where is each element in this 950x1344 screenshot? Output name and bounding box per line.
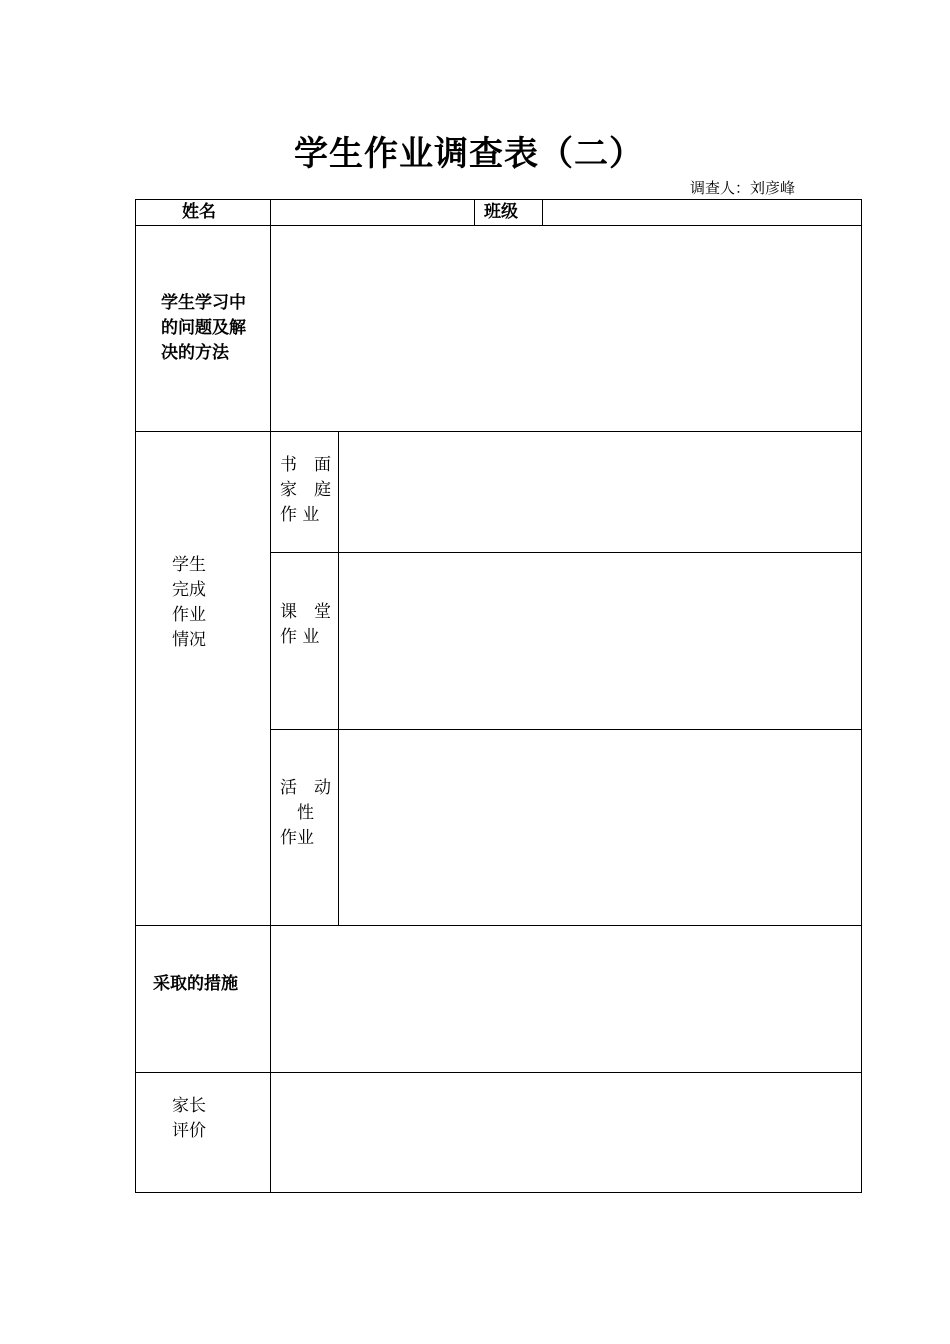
class-label-divider: [542, 199, 543, 226]
measures-input-cell[interactable]: [272, 927, 860, 1071]
table-subrow-divider: [271, 552, 862, 553]
classroom-homework-label: [280, 600, 331, 650]
problems-label-line: 学生学习中: [161, 293, 246, 313]
problems-label-line: 决的方法: [161, 343, 229, 363]
table-row-divider: [135, 225, 862, 226]
written-homework-label-line: 书 面: [280, 455, 331, 475]
class-input-cell[interactable]: [544, 200, 859, 224]
name-field-divider: [474, 199, 475, 226]
page-title: 学生作业调查表（二）: [294, 134, 644, 174]
parent-label-line: 家长: [172, 1096, 206, 1116]
problems-input-cell[interactable]: [272, 227, 860, 430]
table-border-bottom: [135, 1192, 862, 1193]
classroom-homework-input-cell[interactable]: [340, 554, 860, 728]
activity-homework-label-line: 作业: [280, 828, 314, 848]
completion-label: [172, 553, 206, 653]
completion-label-line: 情况: [172, 630, 206, 650]
activity-homework-label-line: 性: [280, 803, 314, 823]
name-input-cell[interactable]: [272, 200, 472, 224]
written-homework-label-line: 家 庭: [280, 480, 331, 500]
activity-homework-input-cell[interactable]: [340, 731, 860, 924]
class-label: 班级: [484, 202, 518, 222]
written-homework-label-line: 作 业: [280, 505, 320, 525]
investigator-label: 调查人：刘彦峰: [690, 179, 796, 197]
written-homework-input-cell[interactable]: [340, 433, 860, 551]
completion-label-line: 作业: [172, 605, 206, 625]
parent-label: [172, 1094, 206, 1144]
table-row-divider: [135, 925, 862, 926]
measures-label: 采取的措施: [153, 974, 238, 994]
table-row-divider: [135, 1072, 862, 1073]
activity-homework-label: [280, 776, 331, 851]
classroom-homework-label-line: 作 业: [280, 627, 320, 647]
problems-label: [161, 291, 246, 366]
table-label-column-divider: [270, 199, 271, 1193]
table-row-divider: [135, 431, 862, 432]
written-homework-label: [280, 453, 331, 528]
table-border-right: [861, 199, 862, 1193]
problems-label-line: 的问题及解: [161, 318, 246, 338]
classroom-homework-label-line: 课 堂: [280, 602, 331, 622]
parent-label-line: 评价: [172, 1121, 206, 1141]
parent-input-cell[interactable]: [272, 1074, 860, 1191]
completion-label-line: 完成: [172, 580, 206, 600]
homework-type-column-divider: [338, 431, 339, 926]
name-label: 姓名: [182, 202, 216, 222]
table-subrow-divider: [271, 729, 862, 730]
table-border-left: [135, 199, 136, 1193]
completion-label-line: 学生: [172, 555, 206, 575]
activity-homework-label-line: 活 动: [280, 778, 331, 798]
